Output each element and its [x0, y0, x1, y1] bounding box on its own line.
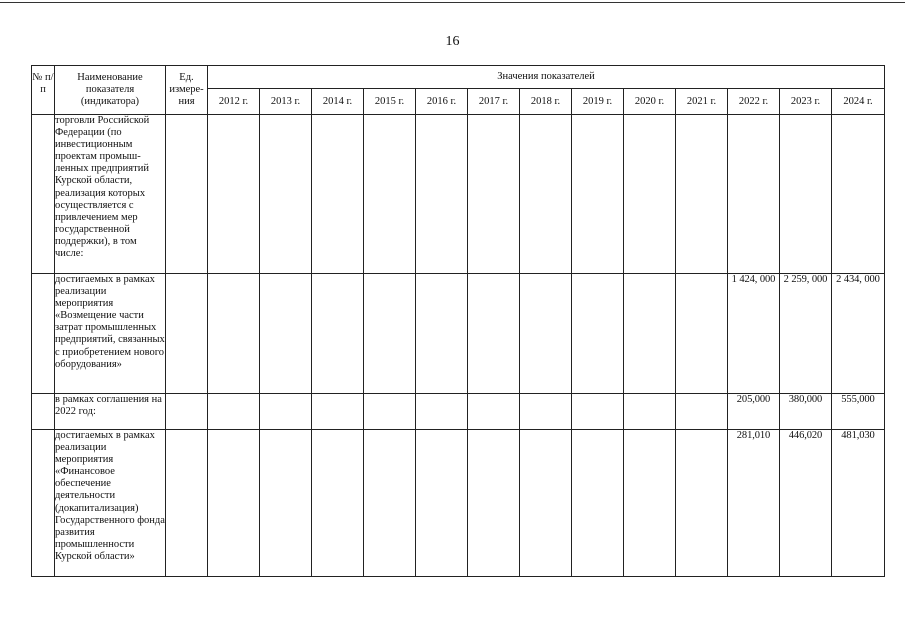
value-cell: 1 424, 000: [728, 274, 780, 394]
unit-cell: [166, 274, 208, 394]
value-cell: [416, 274, 468, 394]
value-cell: [520, 430, 572, 577]
year-header: 2015 г.: [364, 89, 416, 115]
value-cell: [208, 115, 260, 274]
indicator-name-cell: достигаемых в рамках реализации мероприятия «Возмещение части затрат промышленных предприятий, связанных с приобретением нового оборудования»: [55, 274, 166, 394]
row-number-cell: [32, 115, 55, 274]
value-cell: 481,030: [832, 430, 885, 577]
col-header-name: Наименование показателя (индикатора): [55, 66, 166, 115]
value-cell: [624, 430, 676, 577]
unit-cell: [166, 430, 208, 577]
unit-cell: [166, 115, 208, 274]
value-cell: [468, 394, 520, 430]
value-cell: [520, 274, 572, 394]
col-header-number: № п/п: [32, 66, 55, 115]
table-row: [32, 430, 885, 577]
table-row: [32, 274, 885, 394]
value-cell: [208, 394, 260, 430]
value-cell: [572, 430, 624, 577]
value-cell: 2 434, 000: [832, 274, 885, 394]
value-cell: [208, 430, 260, 577]
value-cell: [468, 274, 520, 394]
page-number: 16: [445, 34, 460, 49]
unit-cell: [166, 394, 208, 430]
value-cell: 446,020: [780, 430, 832, 577]
year-header: 2012 г.: [208, 89, 260, 115]
value-cell: [468, 430, 520, 577]
value-cell: [364, 430, 416, 577]
year-header: 2014 г.: [312, 89, 364, 115]
value-cell: [312, 274, 364, 394]
year-header: 2013 г.: [260, 89, 312, 115]
value-cell: [260, 115, 312, 274]
value-cell: [624, 274, 676, 394]
value-cell: [676, 115, 728, 274]
value-cell: 555,000: [832, 394, 885, 430]
value-cell: [468, 115, 520, 274]
value-cell: [572, 115, 624, 274]
value-cell: [676, 430, 728, 577]
year-header: 2024 г.: [832, 89, 885, 115]
value-cell: 205,000: [728, 394, 780, 430]
table-body: [32, 115, 885, 577]
value-cell: [312, 430, 364, 577]
indicator-name-cell: торговли Российской Федерации (по инвестиционным проектам промыш-ленных предприятий Курской области, реализация которых осуществляется с привлечением мер государственной поддержки), в том числе:: [55, 115, 166, 274]
value-cell: [728, 115, 780, 274]
value-cell: [520, 394, 572, 430]
indicators-table: [31, 65, 885, 577]
year-header: 2023 г.: [780, 89, 832, 115]
value-cell: [364, 274, 416, 394]
row-number-cell: [32, 430, 55, 577]
row-number-cell: [32, 274, 55, 394]
value-cell: [312, 394, 364, 430]
value-cell: [364, 115, 416, 274]
year-header: 2016 г.: [416, 89, 468, 115]
value-cell: [416, 430, 468, 577]
value-cell: [572, 394, 624, 430]
table-row: [32, 115, 885, 274]
row-number-cell: [32, 394, 55, 430]
value-cell: [572, 274, 624, 394]
value-cell: [832, 115, 885, 274]
table-row: [32, 394, 885, 430]
value-cell: [260, 274, 312, 394]
year-header: 2022 г.: [728, 89, 780, 115]
value-cell: 2 259, 000: [780, 274, 832, 394]
year-header: 2020 г.: [624, 89, 676, 115]
indicator-name-cell: достигаемых в рамках реализации мероприятия «Финансовое обеспечение деятельности (докапитализация) Государственного фонда развития промышленности Курской области»: [55, 430, 166, 577]
col-header-values: Значения показателей: [208, 66, 885, 89]
value-cell: [208, 274, 260, 394]
value-cell: [676, 394, 728, 430]
top-rule: [0, 2, 905, 3]
year-header: 2019 г.: [572, 89, 624, 115]
col-header-unit: Ед. измере-ния: [166, 66, 208, 115]
indicator-name-cell: в рамках соглашения на 2022 год:: [55, 394, 166, 430]
value-cell: [624, 115, 676, 274]
value-cell: 281,010: [728, 430, 780, 577]
value-cell: [312, 115, 364, 274]
value-cell: [364, 394, 416, 430]
year-header: 2021 г.: [676, 89, 728, 115]
value-cell: [260, 430, 312, 577]
value-cell: [780, 115, 832, 274]
value-cell: [260, 394, 312, 430]
year-header: 2017 г.: [468, 89, 520, 115]
value-cell: [676, 274, 728, 394]
year-header: 2018 г.: [520, 89, 572, 115]
value-cell: [520, 115, 572, 274]
value-cell: [416, 115, 468, 274]
value-cell: [624, 394, 676, 430]
value-cell: [416, 394, 468, 430]
value-cell: 380,000: [780, 394, 832, 430]
